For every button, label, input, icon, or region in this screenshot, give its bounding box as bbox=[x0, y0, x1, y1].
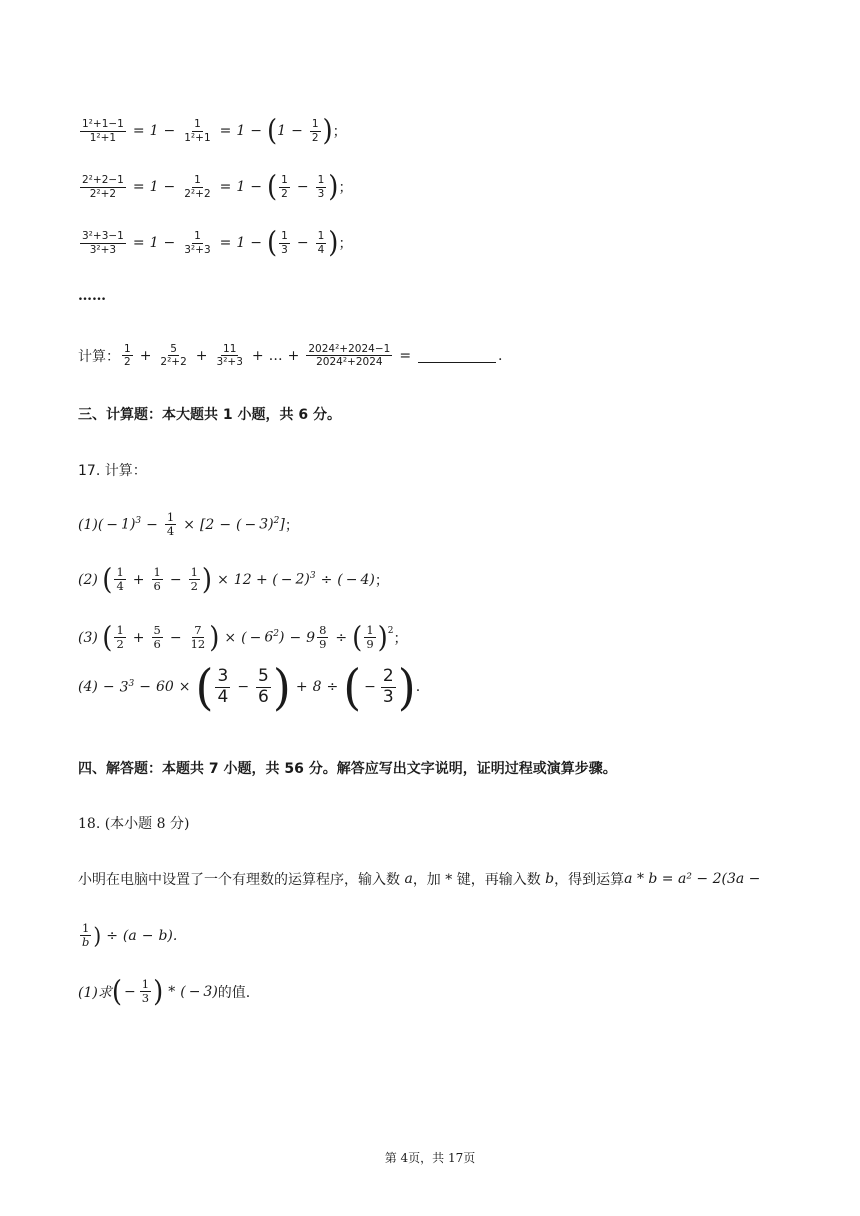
fraction: $\frac{\text{2²+2−1}}{\text{2²+2}}$ bbox=[82, 174, 124, 200]
q17-part-2: (2) ( $\frac{1}{4}$ + $\frac{1}{6}$ − $\frac{1}{2}$ ) × 12 + ( − 2)$^3$ ÷ ( − 4) ； bbox=[78, 563, 389, 597]
series-line-3: $\frac{\text{3²+3−1}}{\text{3²+3}}$ = 1 − $\frac{1}{\text{3²+3}}$ = 1 − ( $\frac{1}{3}$ − $\frac{1}{4}$ ) ； bbox=[82, 226, 353, 260]
section-3-heading: 三、计算题：本大题共 1 小题，共 6 分。 bbox=[78, 407, 341, 423]
fraction: $\frac{1}{\text{3²+3}}$ bbox=[184, 230, 211, 256]
page-footer: 第 4页，共 17页 bbox=[384, 1151, 476, 1165]
fraction: $\frac{1}{\text{1²+1}}$ bbox=[184, 118, 211, 144]
fraction: $\frac{1}{\text{2²+2}}$ bbox=[184, 174, 211, 200]
series-line-1: $\frac{\text{1²+1−1}}{\text{1²+1}}$ = 1 − $\frac{1}{\text{1²+1}}$ = 1 − ( 1 − $\frac{1}{2}$ ) ； bbox=[82, 114, 347, 148]
section-4-heading: 四、解答题：本题共 7 小题，共 56 分。解答应写出文字说明，证明过程或演算步骤。 bbox=[78, 761, 617, 777]
q18-title: 18. (本小题 8 分) bbox=[78, 816, 190, 832]
q17-part-1: (1)( − 1)$^3$ − $\frac{1}{4}$ × [2 − ( − 3)$^2$] ； bbox=[78, 510, 299, 539]
q17-title: 17. 计算： bbox=[78, 463, 147, 479]
calc-sum-line: 计算： $\frac{1}{2}$ + $\frac{5}{\text{2²+2}}$ + $\frac{11}{\text{3²+3}}$ + … + $\frac{\text{2024²+2024−1}}{\text{2024²+2024}}$ = . bbox=[78, 343, 503, 369]
q17-part-4: (4) − $3^3$ − 60 × ( $\frac{3}{4}$ − $\frac{5}{6}$ ) + 8 ÷ ( − $\frac{2}{3}$ ) . bbox=[78, 658, 421, 716]
ellipsis: …… bbox=[78, 288, 106, 304]
fraction: $\frac{\text{2024²+2024−1}}{\text{2024²+2024}}$ bbox=[308, 343, 391, 369]
q18-stem-line-1: 小明在电脑中设置了一个有理数的运算程序，输入数 a ，加 * 键，再输入数 b ，得到运算 a * b = a² − 2(3a − bbox=[78, 871, 761, 888]
answer-blank[interactable] bbox=[418, 348, 496, 363]
q18-stem-line-2: $\frac{1}{b}$ ) ÷ (a − b). bbox=[82, 921, 178, 950]
q17-part-3: (3) ( $\frac{1}{2}$ + $\frac{5}{6}$ − $\frac{7}{12}$ ) × ( − $6^2$) − 9 $\frac{8}{9}$ ÷ ( $\frac{1}{9}$ ) $^2$ ； bbox=[78, 621, 408, 655]
fraction: $\frac{\text{1²+1−1}}{\text{1²+1}}$ bbox=[82, 118, 124, 144]
series-line-2: $\frac{\text{2²+2−1}}{\text{2²+2}}$ = 1 − $\frac{1}{\text{2²+2}}$ = 1 − ( $\frac{1}{2}$ − $\frac{1}{3}$ ) ； bbox=[82, 170, 353, 204]
fraction: $\frac{\text{3²+3−1}}{\text{3²+3}}$ bbox=[82, 230, 124, 256]
q18-sub-1: (1)求 ( − $\frac{1}{3}$ ) * ( − 3) 的值. bbox=[78, 975, 251, 1009]
